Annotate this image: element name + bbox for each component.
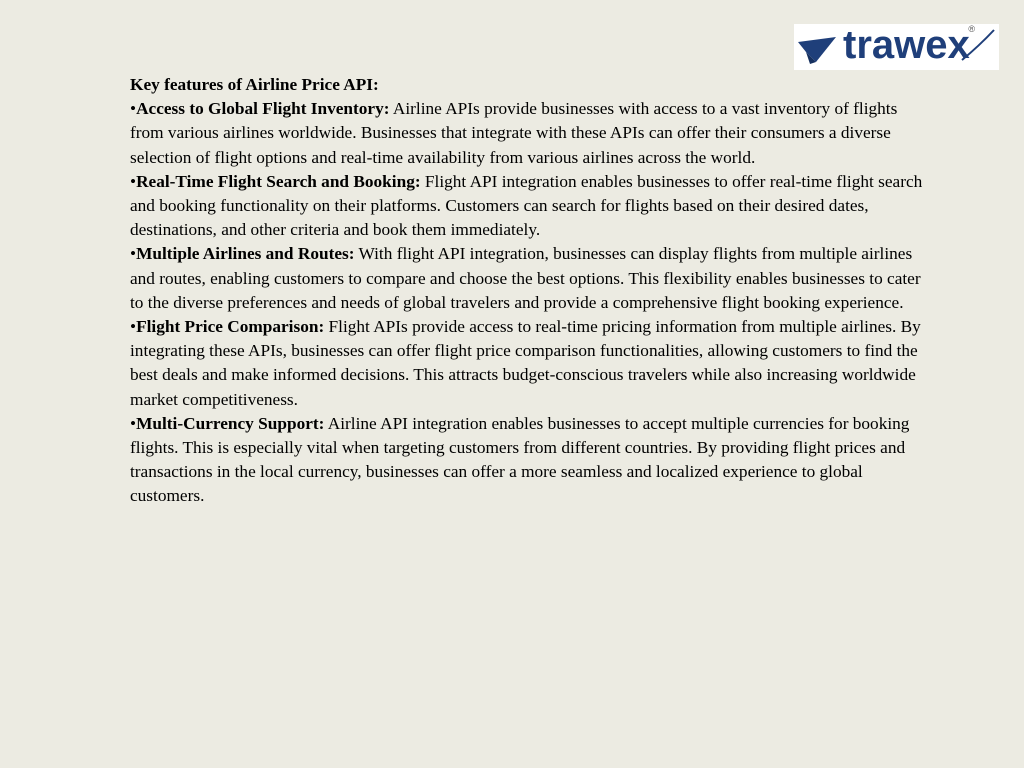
registered-mark: ® [968,24,975,34]
feature-title: Multiple Airlines and Routes: [136,244,355,264]
feature-text: With flight API integration, businesses can display flights from multiple airlines and routes, enabling customers to compare and choose the best options. This flexibility enables businesses to cater to the diverse preferences and needs of global travelers and provide a comprehensive flight booking experience. [130,244,921,312]
feature-text: Airline APIs provide businesses with access to a vast inventory of flights from various airlines worldwide. Businesses that integrate with these APIs can offer their consumers a diverse selection of flight options and real-time availability from various airlines across the world. [130,99,898,167]
feature-text: Flight API integration enables businesses to offer real-time flight search and booking functionality on their platforms. Customers can search for flights based on their desired dates, destinations, and other criteria and book them immediately. [130,171,923,240]
feature-text: Airline API integration enables businesses to accept multiple currencies for booking flights. This is especially vital when targeting customers from different countries. By providing flight prices and transactions in the local currency, businesses can offer a more seamless and localized experience to global customers. [130,413,910,506]
bullet: • [130,171,137,191]
bullet: • [130,99,137,119]
slide-content [130,73,930,509]
feature-title: Multi-Currency Support: [136,413,325,433]
trawex-logo [794,24,999,70]
bullet: • [130,317,137,337]
bullet: • [130,244,137,264]
feature-item [130,242,930,315]
feature-item [130,315,930,412]
feature-title: Access to Global Flight Inventory: [136,99,390,119]
feature-title: Real-Time Flight Search and Booking: [136,171,421,191]
feature-title: Flight Price Comparison: [136,317,325,337]
feature-item [130,97,930,170]
feature-text: Flight APIs provide access to real-time pricing information from multiple airlines. By integrating these APIs, businesses can offer flight price comparison functionalities, allowing customers to find the best deals and make informed decisions. This attracts budget-conscious travelers while also increasing worldwide market competitiveness. [130,317,921,409]
slide-heading: Key features of Airline Price API: [130,75,379,94]
feature-item [130,170,930,243]
logo-wordmark: trawex [843,24,970,67]
feature-item [130,412,930,509]
bullet: • [130,413,137,433]
